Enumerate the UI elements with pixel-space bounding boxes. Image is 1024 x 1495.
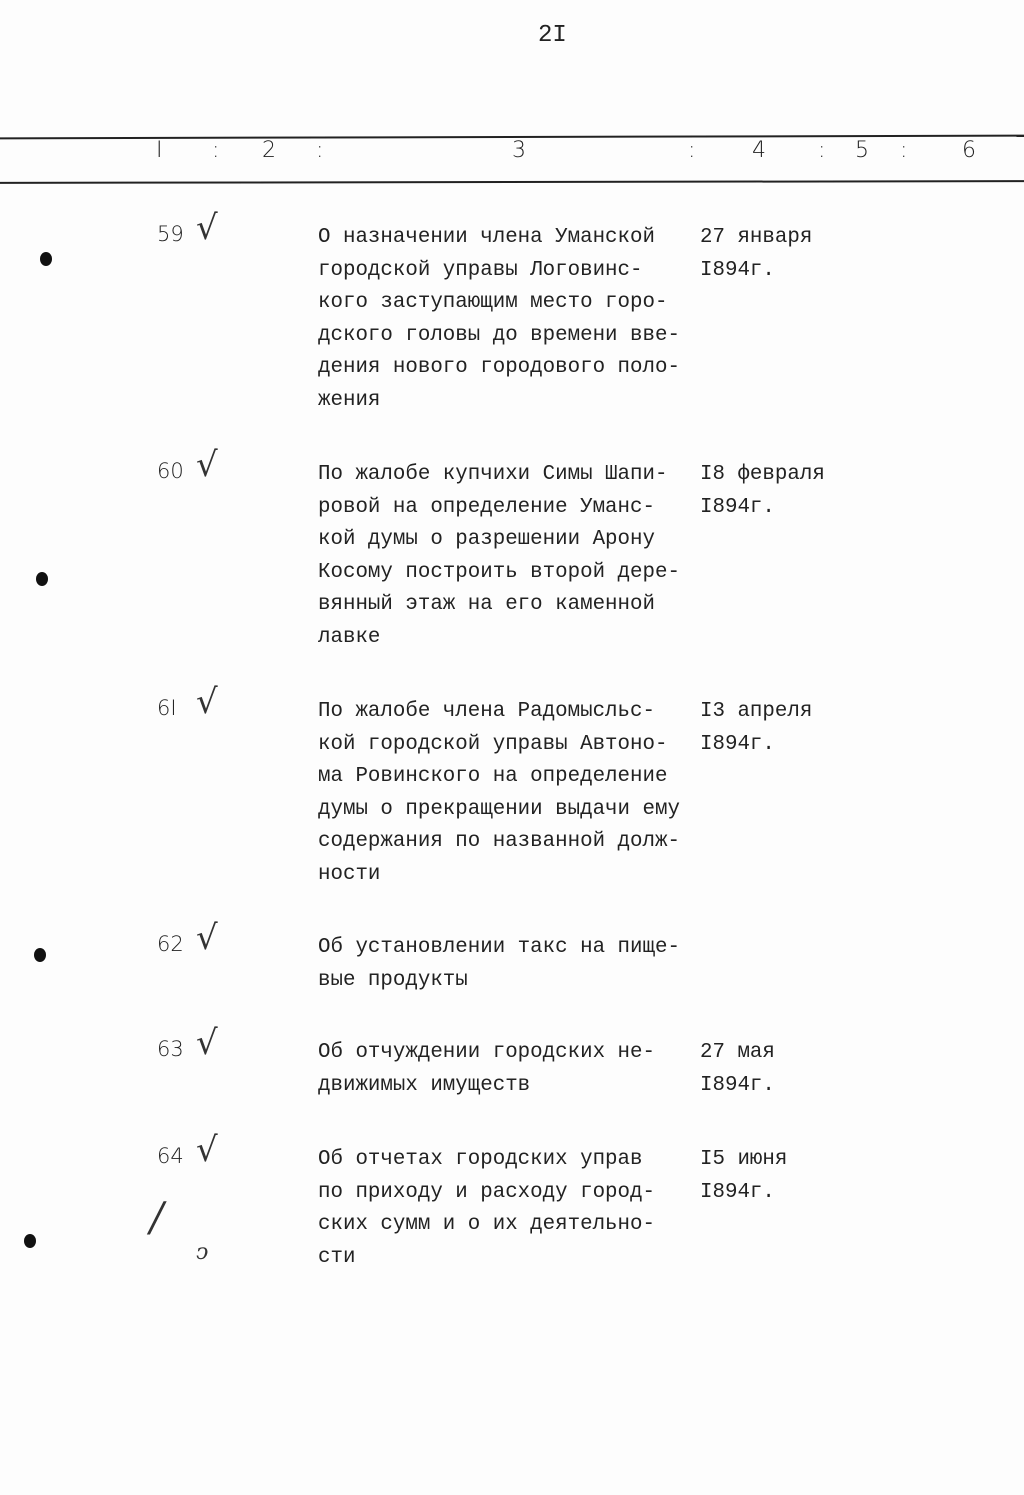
description-line: по приходу и расходу город-: [318, 1180, 655, 1204]
description-line: кой городской управы Автоно-: [318, 732, 668, 756]
entry-number: 59: [157, 222, 184, 246]
entry-description: [318, 1144, 655, 1274]
entry-description: [318, 459, 680, 655]
punch-hole: [24, 1234, 36, 1248]
description-line: ровой на определение Уманс-: [318, 495, 655, 519]
entry-description: [318, 696, 680, 892]
date-line: I894г.: [700, 258, 775, 282]
entry-date: [700, 459, 825, 524]
checkmark-icon: √: [196, 445, 218, 485]
column-separator: :: [688, 138, 696, 163]
entry-date: [700, 1144, 787, 1209]
date-line: I5 июня: [700, 1148, 788, 1171]
description-line: дского головы до времени вве-: [318, 323, 680, 347]
description-line: лавке: [318, 625, 381, 649]
date-line: 27 января: [700, 226, 813, 249]
description-line: кого заступающим место горо-: [318, 291, 668, 315]
column-separator: :: [212, 138, 220, 163]
date-line: I894г.: [700, 495, 775, 519]
entry-number: 60: [157, 459, 184, 483]
page-number: 2I: [538, 22, 567, 49]
description-line: дения нового городового поло-: [318, 356, 680, 380]
description-line: городской управы Логовинс-: [318, 258, 643, 282]
date-line: I8 февраля: [700, 463, 825, 486]
pencil-scribble-mark: ↄ: [196, 1240, 209, 1265]
date-line: I3 апреля: [700, 700, 813, 723]
entry-number: 63: [157, 1037, 184, 1061]
entry-description: [318, 222, 680, 418]
description-line: движимых имуществ: [318, 1073, 531, 1097]
column-header-1: I: [156, 138, 163, 163]
description-line: Косому построить второй дере-: [318, 560, 680, 584]
description-line: кой думы о разрешении Арону: [318, 528, 655, 552]
entry-date: [700, 222, 812, 287]
checkmark-icon: √: [196, 682, 218, 722]
punch-hole: [34, 948, 46, 962]
description-line: ма Ровинского на определение: [318, 765, 668, 789]
column-header-2: 2: [262, 138, 276, 163]
punch-hole: [40, 252, 52, 266]
column-header-5: 5: [855, 138, 869, 163]
date-line: 27 мая: [700, 1041, 775, 1064]
description-line: Об установлении такс на пище-: [318, 936, 680, 959]
date-line: I894г.: [700, 732, 775, 756]
entry-number: 6I: [157, 696, 177, 720]
description-line: Об отчетах городских управ: [318, 1148, 643, 1171]
description-line: сти: [318, 1245, 356, 1269]
description-line: думы о прекращении выдачи ему: [318, 797, 680, 821]
description-line: вянный этаж на его каменной: [318, 593, 655, 617]
entry-number: 64: [157, 1144, 184, 1168]
column-separator: :: [818, 138, 826, 163]
checkmark-icon: √: [196, 918, 218, 958]
description-line: О назначении члена Уманской: [318, 226, 655, 249]
description-line: вые продукты: [318, 968, 468, 992]
header-bottom-rule: [0, 180, 1024, 184]
description-line: содержания по названной долж-: [318, 830, 680, 854]
column-header-3: 3: [512, 138, 526, 163]
punch-hole: [36, 572, 48, 586]
entry-number: 62: [157, 932, 184, 956]
column-separator: :: [316, 138, 324, 163]
date-line: I894г.: [700, 1073, 775, 1097]
pencil-slash-mark: /: [150, 1195, 164, 1241]
entry-date: [700, 696, 812, 761]
entry-date: [700, 1037, 775, 1102]
checkmark-icon: √: [196, 208, 218, 248]
column-header-4: 4: [752, 138, 766, 163]
checkmark-icon: √: [196, 1023, 218, 1063]
column-separator: :: [900, 138, 908, 163]
description-line: По жалобе члена Радомысльс-: [318, 700, 655, 723]
description-line: Об отчуждении городских не-: [318, 1041, 655, 1064]
entry-description: [318, 1037, 655, 1102]
checkmark-icon: √: [196, 1130, 218, 1170]
column-header-6: 6: [962, 138, 976, 163]
date-line: I894г.: [700, 1180, 775, 1204]
entry-description: [318, 932, 680, 997]
description-line: ских сумм и о их деятельно-: [318, 1213, 655, 1237]
description-line: По жалобе купчихи Симы Шапи-: [318, 463, 668, 486]
description-line: жения: [318, 388, 381, 412]
description-line: ности: [318, 862, 381, 886]
